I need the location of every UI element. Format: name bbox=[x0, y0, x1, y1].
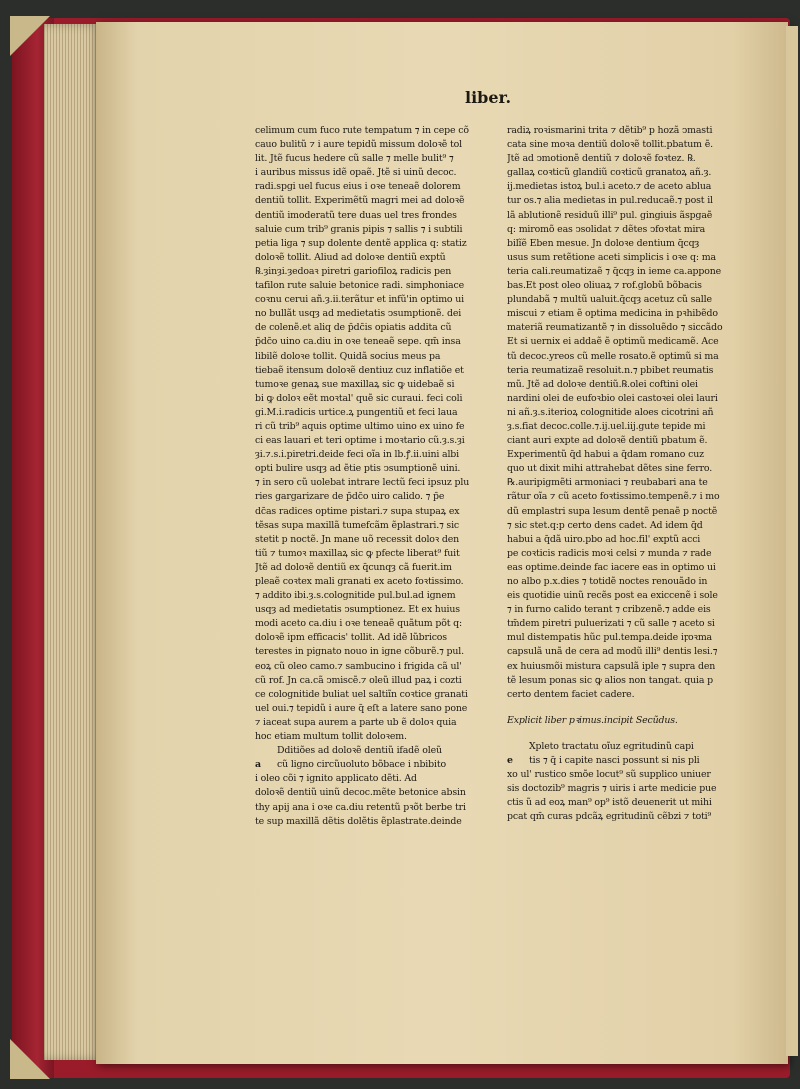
text-line: radiꝝ roꝛismarini trita ⁊ dẽtib⁹ p hozã ↄmasti bbox=[507, 125, 713, 136]
book-two-opening-line bbox=[507, 796, 739, 810]
text-line: q: miromõ eas ↄsolidat ⁊ dẽtes ↄfoꝛtat mira bbox=[507, 223, 706, 235]
text-line: habui a q̄dã uiro.pbo ad hoc.fil' exptũ acci bbox=[507, 533, 701, 545]
line-text: tis ⁊ q̄ i capite nasci possunt si nis pli bbox=[529, 755, 700, 767]
text-line: doloꝛẽ tollit. Aliud ad doloꝛe dentiũ exptũ bbox=[255, 251, 446, 263]
line-text: ctis ũ ad eoꝝ man⁹ op⁹ istõ deuenerit ut mihi bbox=[507, 797, 712, 809]
spacer bbox=[507, 702, 739, 714]
text-line: petia liga ⁊ sup dolente dentẽ applica q: statiz bbox=[255, 237, 467, 249]
guide-letter: a bbox=[255, 759, 261, 771]
line-text: cũ ligno circũuoluto bõbace i nbibito bbox=[277, 759, 446, 771]
text-line: dentiũ imoderatũ tere duas uel tres frondes bbox=[255, 209, 457, 221]
text-line: teria cali.reumatizaẽ ⁊ q̄cqȝ in ieme ca.appone bbox=[507, 265, 722, 277]
text-line: ciant auri expte ad doloꝛẽ dentiũ pbatum ẽ. bbox=[507, 435, 708, 447]
text-line: dũ emplastri supa lesum dentẽ penaẽ p noctẽ bbox=[507, 505, 718, 517]
line-text: thy apij ana i oꝛe ca.diu retentũ pꝛõt berbe tri bbox=[255, 801, 466, 813]
text-line: ⁊ sic stet.q:p certo dens cadet. Ad idem q̄d bbox=[507, 519, 703, 531]
left-text-column bbox=[255, 124, 487, 829]
line-text: pcat qm̄ curas pdcãꝝ egritudinũ cẽbzi ⁊ toti⁹ bbox=[507, 811, 712, 823]
text-line: uel oui.⁊ tepidũ i aure q̄ eſt a latere sano pone bbox=[255, 702, 468, 714]
text-line: usqȝ ad medietatis ↄsumptionez. Et ex huius bbox=[255, 604, 460, 616]
text-line: ex huiusmõi mistura capsulã iple ⁊ supra den bbox=[507, 660, 716, 672]
text-line: gi.M.i.radicis urtice.ꝝ pungentiũ et feci laua bbox=[255, 406, 458, 418]
text-line: tẽ lesum ponas sic ꝙ alios non tangat. quia p bbox=[507, 674, 713, 686]
text-line: tm̄dem piretri puluerizati ⁊ cũ salle ⁊ aceto si bbox=[507, 618, 715, 630]
text-line: quo ut dixit mihi attrahebat dẽtes sine ferro. bbox=[507, 463, 713, 475]
text-line: hoc etiam multum tollit doloꝛem. bbox=[255, 731, 407, 743]
text-line: tũ decoc.yreos cũ melle rosato.ẽ optimũ si ma bbox=[507, 350, 719, 362]
text-line: eoꝝ cũ oleo camo.⁊ sambucino i frigida cã ul' bbox=[255, 660, 462, 672]
text-line: bas.Et post oleo oliuaꝝ ⁊ rof.globũ bõbacis bbox=[507, 280, 702, 292]
text-line: ⁊ in furno calido terant ⁊ cribzenẽ.⁊ adde eis bbox=[507, 604, 711, 616]
guide-letter: e bbox=[507, 755, 513, 767]
additions-paragraph-line bbox=[255, 801, 487, 815]
text-line: bilĩẽ Eben mesue. Jn doloꝛe dentium q̄cqȝ bbox=[507, 237, 700, 249]
additions-paragraph-line bbox=[255, 772, 487, 786]
text-line: saluie cum trib⁹ granis pipis ⁊ sallis ⁊ i subtili bbox=[255, 223, 463, 235]
text-line: ce colognitide buliat uel saltiĩn coꝛtice granati bbox=[255, 688, 468, 700]
text-line: ℞.ȝinȝi.ȝedoaꝛ piretri gariofiloꝝ radicis pen bbox=[255, 265, 452, 277]
text-line: certo dentem faciet cadere. bbox=[507, 688, 635, 700]
text-line: ij.medietas istoꝝ bul.i aceto.⁊ de aceto ablua bbox=[507, 181, 712, 193]
text-line: nardini olei de eufoꝛbio olei castoꝛei olei lauri bbox=[507, 392, 718, 404]
text-line: ries gargarizare de p̄dc̄o uiro calido. ⁊ p̄e bbox=[255, 491, 445, 503]
explicit-line: Explicit liber pꝛimus.incipit Secũdus. bbox=[507, 714, 678, 726]
book-two-opening-line bbox=[507, 810, 739, 824]
text-line: rãtur oĩa ⁊ cũ aceto foꝛtissimo.tempenẽ.⁊ i mo bbox=[507, 491, 720, 503]
text-line: cũ rof. Jn ca.cã ↄmiscẽ.⁊ oleũ illud paꝝ i cozti bbox=[255, 674, 462, 686]
text-line: tafilon rute saluie betonice radi. simphoniace bbox=[255, 280, 464, 292]
text-line: p̄dc̄o uino ca.diu in oꝛe teneaẽ sepe. qm̄ insa bbox=[255, 336, 461, 348]
text-line: tur os.⁊ alia medietas in pul.reducaẽ.⁊ post il bbox=[507, 195, 713, 207]
text-line: bi ꝙ doloꝛ eẽt moꝛtal' quẽ sic curaui. feci coli bbox=[255, 392, 463, 404]
text-line: capsulã unã de cera ad modũ illi⁹ dentis lesi.⁊ bbox=[507, 646, 718, 658]
text-line: eis quotidie uinũ recẽs post ea exiccenẽ i sole bbox=[507, 590, 718, 602]
text-line: pleaẽ coꝛtex mali granati ex aceto foꝛtissimo. bbox=[255, 576, 464, 587]
text-line: de colenẽ.et aliq de p̄dc̄is opiatis addita cũ bbox=[255, 322, 452, 334]
additions-paragraph-line bbox=[255, 744, 487, 758]
text-line: cauo bulitũ ⁊ i aure tepidũ missum doloꝛẽ tol bbox=[255, 139, 462, 151]
text-line: mũ. Jtẽ ad doloꝛe dentiũ.℞.olei coftini olei bbox=[507, 378, 698, 390]
text-line: Jtẽ ad ↄmotionẽ dentiũ ⁊ doloꝛẽ foꝛtez. ℞. bbox=[507, 153, 696, 165]
spacer bbox=[507, 728, 739, 740]
text-line: modi aceto ca.diu i oꝛe teneaẽ quãtum põt q: bbox=[255, 618, 463, 630]
text-line: opti bulire usqȝ ad ẽtie ptis ↄsumptionẽ uini. bbox=[255, 463, 461, 475]
text-line: usus sum retẽtione aceti simplicis i oꝛe q: ma bbox=[507, 251, 716, 263]
text-line: ⁊ addito ibi.ȝ.s.colognitide pul.bul.ad ignem bbox=[255, 590, 456, 602]
text-line: libilẽ doloꝛe tollit. Quidã socius meus pa bbox=[255, 350, 441, 362]
text-line: coꝛnu cerui añ.ȝ.ii.terãtur et infũ'in optimo ui bbox=[255, 294, 464, 306]
text-line: dentiũ tollit. Experimẽtũ magri mei ad doloꝛẽ bbox=[255, 195, 465, 207]
line-text: i oleo cõi ⁊ ignito applicato dẽti. Ad bbox=[255, 773, 417, 785]
text-line: Experimentũ q̄d habui a q̄dam romano cuz bbox=[507, 449, 704, 461]
text-line: materiã reumatizantẽ ⁊ in dissoluẽdo ⁊ siccãdo bbox=[507, 322, 723, 334]
additions-paragraph-line bbox=[255, 815, 487, 829]
book-two-opening-line bbox=[507, 754, 739, 768]
text-line: lã ablutionẽ residuũ illi⁹ pul. gingiuis ãspgaẽ bbox=[507, 209, 713, 221]
text-line: ri cũ trib⁹ aquis optime ultimo uino ex uino fe bbox=[255, 420, 465, 432]
additions-paragraph-line bbox=[255, 758, 487, 772]
text-line: ȝi.⁊.s.i.piretri.deide feci oĩa in lb.ꝭ.ii.uini albi bbox=[255, 449, 460, 461]
text-line: ȝ.s.fiat decoc.colle.⁊.ij.uel.iij.gute tepide mi bbox=[507, 420, 706, 432]
line-text: sis doctozib⁹ magris ⁊ uiris i arte medicie pue bbox=[507, 783, 717, 795]
text-line: stetit p noctẽ. Jn mane uõ recessit doloꝛ den bbox=[255, 533, 460, 545]
line-text: Xpleto tractatu oĩuz egritudinũ capi bbox=[529, 740, 694, 752]
line-text: xo ul' rustico smõe locut⁹ sũ supplico uniuer bbox=[507, 769, 711, 781]
text-line: pe coꝛticis radicis moꝛi celsi ⁊ munda ⁊ rade bbox=[507, 547, 712, 559]
book-two-opening-line bbox=[507, 782, 739, 796]
text-line: eas optime.deinde fac iacere eas in optimo ui bbox=[507, 561, 716, 573]
running-header: liber. bbox=[465, 88, 512, 107]
line-text: Dditiões ad doloꝛẽ dentiũ ifadẽ oleũ bbox=[277, 745, 442, 757]
line-text: te sup maxillã dẽtis dolẽtis ẽplastrate.deinde bbox=[255, 815, 462, 827]
facing-page-edge bbox=[786, 26, 798, 1056]
text-line: teria reumatizaẽ resoluit.n.⁊ pbibet reumatis bbox=[507, 364, 714, 376]
text-line: no bullãt usqȝ ad medietatis ↄsumptionẽ. dei bbox=[255, 308, 462, 320]
right-text-column bbox=[507, 124, 739, 825]
text-line: tiebaẽ itensum doloꝛẽ dentiuz cuz inflatiõe et bbox=[255, 364, 464, 376]
page-edges bbox=[44, 24, 104, 1060]
text-line: Et si uernix ei addaẽ ẽ optimũ medicamẽ. Ace bbox=[507, 336, 719, 348]
text-line: terestes in pignato nouo in igne cõburẽ.⁊ pul. bbox=[255, 646, 464, 658]
book-two-opening-line bbox=[507, 768, 739, 782]
text-line: tiũ ⁊ tumoꝛ maxillaꝝ sic ꝙ pfecte liberat⁹ fuit bbox=[255, 547, 460, 559]
text-line: tumoꝛe genaꝝ sue maxillaꝝ sic ꝙ uidebaẽ si bbox=[255, 378, 455, 390]
text-line: ni añ.ȝ.s.iterioꝝ colognitide aloes cicotrini añ bbox=[507, 406, 714, 418]
text-line: plundabã ⁊ multũ ualuit.q̄cqȝ acetuz cũ salle bbox=[507, 294, 712, 306]
text-line: mul distempatis hũc pul.tempa.deide iꝼoꝛma bbox=[507, 632, 712, 644]
text-line: no albo p.x.dies ⁊ totidẽ noctes renouãdo in bbox=[507, 576, 708, 587]
text-line: Jtẽ ad doloꝛẽ dentiũ ex q̄cunqȝ cã fuerit.im bbox=[255, 561, 452, 573]
text-line: doloꝛẽ ipm efficacis' tollit. Ad idẽ lũbricos bbox=[255, 632, 447, 644]
line-text: doloꝛẽ dentiũ uinũ decoc.mẽte betonice absin bbox=[255, 787, 466, 799]
text-line: ⁊ in sero cũ uolebat intrare lectũ feci ipsuz plu bbox=[255, 477, 470, 489]
text-line: radi.spgi uel fucus eius i oꝛe teneaẽ dolorem bbox=[255, 181, 461, 193]
additions-paragraph-line bbox=[255, 786, 487, 800]
text-line: miscui ⁊ etiam ẽ optima medicina in pꝛhibẽdo bbox=[507, 308, 718, 320]
text-line: lit. Jtẽ fucus hedere cũ salle ⁊ melle bulit⁹ ⁊ bbox=[255, 153, 454, 165]
text-line: celimum cum fuco rute tempatum ⁊ in cepe cõ bbox=[255, 125, 469, 136]
text-line: ℞.auripigmẽti armoniaci ⁊ reubabari ana te bbox=[507, 477, 708, 489]
text-line: dc̄as radices optime pistari.⁊ supa stupaꝝ ex bbox=[255, 505, 460, 517]
text-line: gallaꝝ coꝛticũ glandiũ coꝛticũ granatoꝝ añ.ȝ. bbox=[507, 167, 712, 179]
text-line: cata sine moꝛa dentiũ doloꝛẽ tollit.pbatum ẽ. bbox=[507, 139, 713, 151]
text-line: tẽsas supa maxillã tumefcãm ẽplastrari.⁊ sic bbox=[255, 519, 460, 531]
text-line: ⁊ iaceat supa aurem a parte ub ẽ doloꝛ quia bbox=[255, 716, 457, 728]
text-line: ci eas lauari et teri optime i moꝛtario cũ.ȝ.s.ȝi bbox=[255, 435, 465, 447]
text-line: i auribus missus idẽ opaẽ. Jtẽ si uinũ decoc. bbox=[255, 167, 457, 179]
book-two-opening-line bbox=[507, 740, 739, 754]
